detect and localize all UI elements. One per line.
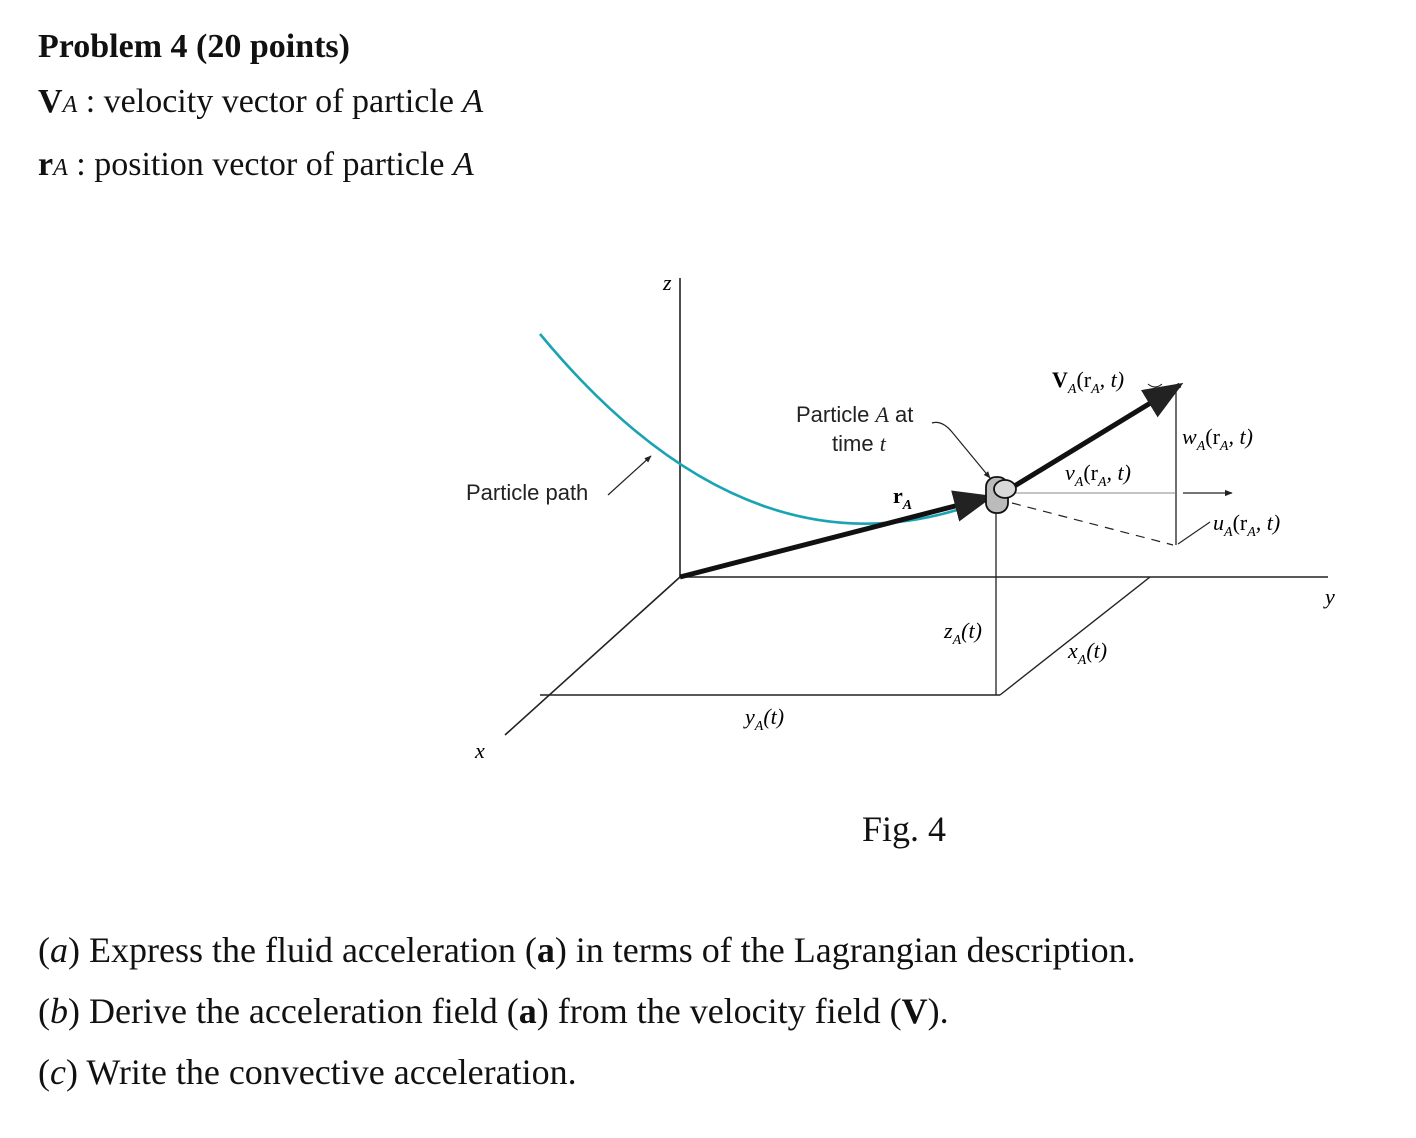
position-vector-label: $r_A$	[893, 483, 913, 513]
question-c: (c) Write the convective acceleration.	[38, 1052, 577, 1092]
u-comp-leader	[1178, 522, 1210, 544]
w-component-label: $w_A(r_A$, t)	[1182, 424, 1253, 454]
position-vector-rA	[680, 497, 990, 577]
particle-a-top	[994, 480, 1016, 498]
dashed-guide	[1012, 503, 1173, 545]
definition-velocity: VA : velocity vector of particle A	[38, 83, 484, 120]
x-axis-label: x	[475, 738, 485, 763]
particle-at-label: Particle A at	[796, 402, 914, 427]
zA-label: $z_A(t)$	[944, 618, 982, 648]
V-label-leader	[1148, 384, 1162, 387]
z-axis-label: z	[663, 270, 672, 295]
question-b: (b) Derive the acceleration field (a) from the velocity field (V).	[38, 991, 949, 1031]
u-component-label: $u_A(r_A$, t)	[1213, 510, 1281, 540]
particle-path-leader	[608, 456, 651, 495]
particle-at-leader	[932, 422, 990, 478]
xa-projection-line	[1000, 577, 1150, 695]
problem-title: Problem 4 (20 points)	[38, 28, 350, 65]
particle-time-label: time t	[832, 431, 886, 456]
y-axis-label: y	[1325, 584, 1335, 609]
figure-caption: Fig. 4	[862, 809, 947, 849]
yA-label: $y_A(t)$	[745, 704, 785, 734]
questions-list	[38, 920, 1136, 1103]
velocity-vector-label: $V_A(r_A$, t)	[1052, 367, 1125, 397]
particle-path-curve	[540, 334, 1003, 524]
particle-path-figure	[0, 260, 1416, 780]
question-a: (a) Express the fluid acceleration (a) in terms of the Lagrangian description.	[38, 930, 1136, 970]
particle-path-label: Particle path	[466, 480, 589, 505]
v-component-label: $v_A(r_A$, t)	[1065, 460, 1131, 490]
xA-label: $x_A(t)$	[1068, 638, 1108, 668]
definition-position: rA : position vector of particle A	[38, 146, 474, 183]
problem-header	[38, 22, 483, 198]
x-axis-line	[505, 577, 680, 735]
